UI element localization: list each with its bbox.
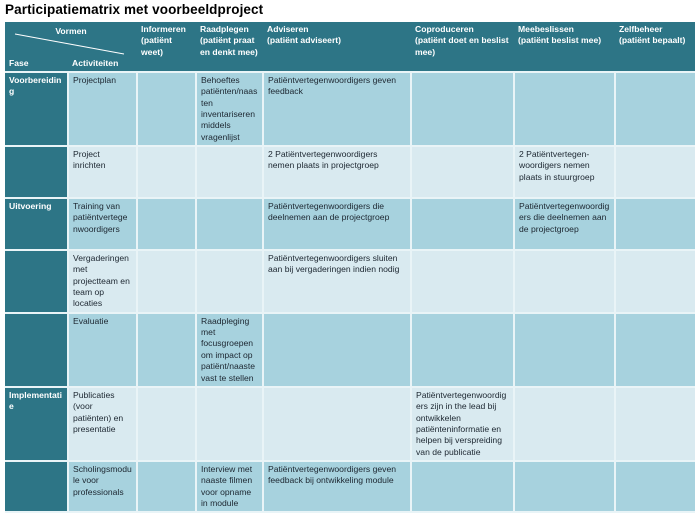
cell-raadplegen (196, 250, 263, 313)
cell-coproduceren (411, 313, 514, 387)
column-header-label: Informeren (141, 24, 186, 34)
cell-informeren (137, 387, 196, 461)
table-row (5, 146, 695, 198)
cell-activiteit: Evaluatie (68, 313, 137, 387)
cell-zelfbeheer (615, 250, 695, 313)
cell-activiteit: Projectplan (68, 72, 137, 146)
cell-activiteit: Scholingsmodule voor professionals (68, 461, 137, 512)
cell-fase (5, 146, 68, 198)
header-activiteiten-label: Activiteiten (72, 57, 119, 68)
cell-coproduceren (411, 250, 514, 313)
column-header-sublabel: (patiënt weet) (141, 35, 173, 57)
column-header-label: Adviseren (267, 24, 309, 34)
cell-zelfbeheer (615, 198, 695, 250)
cell-adviseren: Patiëntvertegenwoordigers geven feedback (263, 72, 411, 146)
cell-coproduceren: Patiëntvertegenwoordigers zijn in the lead bij ontwikkelen patiënteninformatie en helpen bij verspreiding van de publicatie (411, 387, 514, 461)
cell-meebeslissen (514, 387, 615, 461)
cell-fase: Uitvoering (5, 198, 68, 250)
header-vormen-label: Vormen (55, 26, 87, 36)
cell-meebeslissen (514, 72, 615, 146)
cell-raadplegen: Raadpleging met focusgroepen om impact op patiënt/naaste vast te stellen (196, 313, 263, 387)
participatiematrix-table (5, 22, 695, 513)
page-title: Participatiematrix met voorbeeldproject (5, 2, 264, 17)
cell-informeren (137, 146, 196, 198)
cell-adviseren (263, 313, 411, 387)
cell-adviseren: Patiëntvertegenwoordigers die deelnemen aan de projectgroep (263, 198, 411, 250)
cell-meebeslissen (514, 313, 615, 387)
cell-raadplegen: Interview met naaste filmen voor opname in module (196, 461, 263, 512)
table-row (5, 72, 695, 146)
column-header-sublabel: (patiënt praat en denkt mee) (200, 35, 258, 57)
cell-informeren (137, 250, 196, 313)
cell-activiteit: Publicaties (voor patiënten) en presentatie (68, 387, 137, 461)
table-row (5, 387, 695, 461)
cell-fase (5, 461, 68, 512)
cell-meebeslissen: 2 Patiëntvertegen-woordigers nemen plaats in stuurgroep (514, 146, 615, 198)
table-row (5, 250, 695, 313)
table-row (5, 198, 695, 250)
cell-fase (5, 313, 68, 387)
header-fase-label: Fase (9, 57, 29, 68)
column-header-informeren (137, 22, 196, 72)
cell-informeren (137, 198, 196, 250)
cell-activiteit: Project inrichten (68, 146, 137, 198)
cell-meebeslissen (514, 461, 615, 512)
column-header-label: Zelfbeheer (619, 24, 663, 34)
cell-coproduceren (411, 198, 514, 250)
column-header-label: Raadplegen (200, 24, 249, 34)
header-row (5, 22, 695, 72)
cell-adviseren (263, 387, 411, 461)
cell-fase (5, 250, 68, 313)
cell-zelfbeheer (615, 387, 695, 461)
cell-coproduceren (411, 461, 514, 512)
cell-activiteit: Training van patiëntvertegenwoordigers (68, 198, 137, 250)
cell-activiteit: Vergaderingen met projectteam en team op locaties (68, 250, 137, 313)
cell-meebeslissen: Patiëntvertegenwoordigers die deelnemen aan de projectgroep (514, 198, 615, 250)
cell-coproduceren (411, 72, 514, 146)
cell-zelfbeheer (615, 146, 695, 198)
column-header-sublabel: (patiënt doet en beslist mee) (415, 35, 509, 57)
column-header-sublabel: (patiënt bepaalt) (619, 35, 686, 46)
column-header-sublabel: (patiënt adviseert) (267, 35, 342, 46)
cell-adviseren: Patiëntvertegenwoordigers geven feedback bij ontwikkeling module (263, 461, 411, 512)
column-header-raadplegen (196, 22, 263, 72)
column-header-label: Coproduceren (415, 24, 474, 34)
column-header-meebeslissen (514, 22, 615, 72)
cell-coproduceren (411, 146, 514, 198)
cell-fase: Voorbereiding (5, 72, 68, 146)
table-row (5, 313, 695, 387)
cell-informeren (137, 461, 196, 512)
cell-meebeslissen (514, 250, 615, 313)
header-corner-cell (5, 22, 137, 72)
cell-raadplegen (196, 146, 263, 198)
cell-zelfbeheer (615, 313, 695, 387)
cell-adviseren: 2 Patiëntvertegenwoordigers nemen plaats in projectgroep (263, 146, 411, 198)
column-header-sublabel: (patiënt beslist mee) (518, 35, 602, 46)
cell-zelfbeheer (615, 72, 695, 146)
column-header-label: Meebeslissen (518, 24, 574, 34)
cell-informeren (137, 313, 196, 387)
cell-fase: Implementatie (5, 387, 68, 461)
column-header-zelfbeheer (615, 22, 695, 72)
column-header-coproduceren (411, 22, 514, 72)
cell-raadplegen (196, 387, 263, 461)
cell-zelfbeheer (615, 461, 695, 512)
cell-informeren (137, 72, 196, 146)
cell-raadplegen (196, 198, 263, 250)
cell-adviseren: Patiëntvertegenwoordigers sluiten aan bij vergaderingen indien nodig (263, 250, 411, 313)
cell-raadplegen: Behoeftes patiënten/naasten inventariseren middels vragenlijst (196, 72, 263, 146)
column-header-adviseren (263, 22, 411, 72)
table-row (5, 461, 695, 512)
